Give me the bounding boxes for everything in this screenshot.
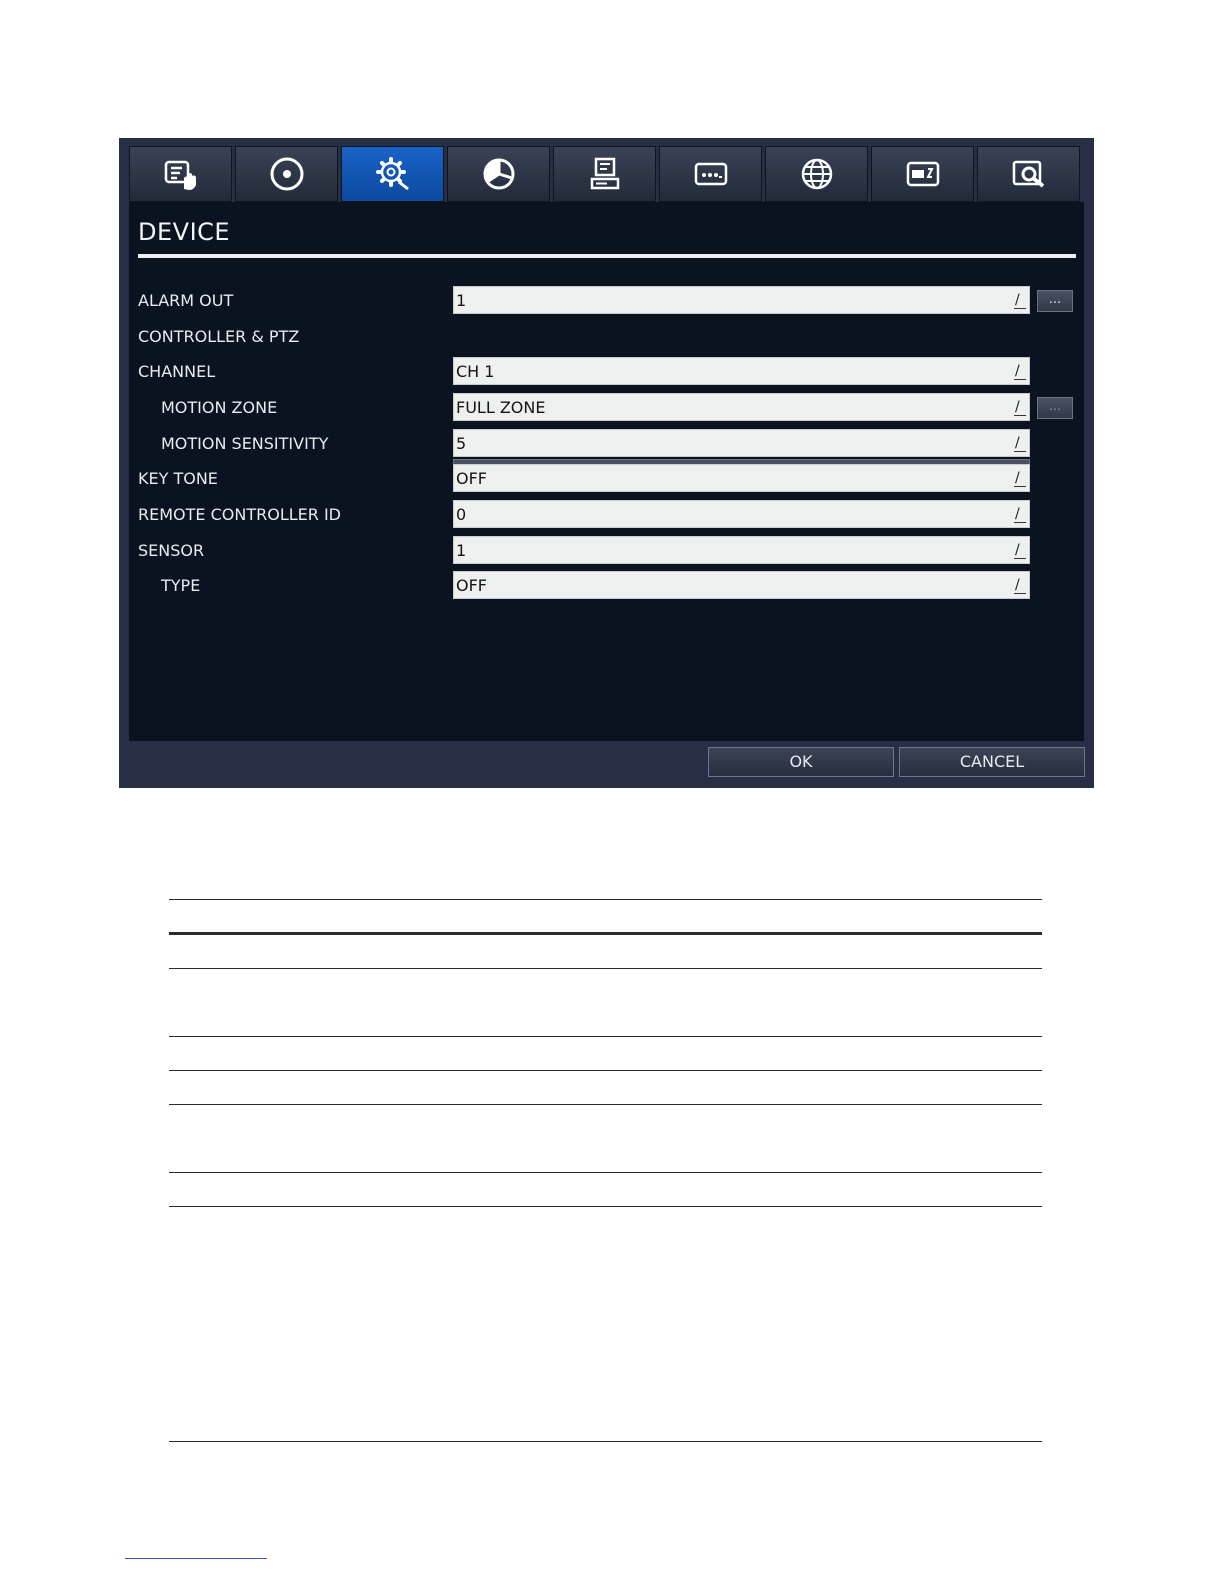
remote-controller-id-label: REMOTE CONTROLLER ID — [138, 505, 341, 524]
type-label: TYPE — [161, 576, 201, 595]
tab-network[interactable] — [765, 146, 868, 202]
edit-icon: / — [1015, 433, 1025, 453]
tab-computer[interactable] — [553, 146, 656, 202]
tab-password[interactable] — [659, 146, 762, 202]
type-field[interactable] — [453, 571, 1030, 599]
sensor-label: SENSOR — [138, 541, 205, 560]
computer-icon — [587, 156, 623, 192]
record-disc-icon — [269, 156, 305, 192]
table-rule — [169, 1070, 1042, 1071]
motion-sensitivity-value: 5 — [456, 434, 467, 453]
key-tone-value: OFF — [456, 469, 487, 488]
motion-zone-label: MOTION ZONE — [161, 398, 278, 417]
tab-system[interactable] — [447, 146, 550, 202]
settings-panel — [129, 202, 1084, 741]
sensor-value: 1 — [456, 541, 467, 560]
tab-search[interactable] — [977, 146, 1080, 202]
remote-controller-id-value: 0 — [456, 505, 467, 524]
pie-chart-icon — [481, 156, 517, 192]
motion-sensitivity-field[interactable] — [453, 429, 1030, 457]
motion-zone-more-button[interactable]: ... — [1037, 397, 1073, 419]
alarm-out-field[interactable] — [453, 286, 1030, 314]
edit-icon: / — [1015, 468, 1025, 488]
tab-display[interactable] — [129, 146, 232, 202]
table-rule — [169, 1172, 1042, 1173]
edit-icon: / — [1015, 575, 1025, 595]
table-rule — [169, 968, 1042, 969]
display-hand-icon — [163, 156, 199, 192]
alarm-out-label: ALARM OUT — [138, 291, 234, 310]
gear-icon — [375, 156, 411, 192]
motion-zone-value: FULL ZONE — [456, 398, 546, 417]
channel-label: CHANNEL — [138, 362, 216, 381]
page-title: DEVICE — [138, 218, 231, 246]
channel-value: CH 1 — [456, 362, 495, 381]
alarm-out-more-button[interactable]: ... — [1037, 290, 1073, 312]
motion-zone-field[interactable] — [453, 393, 1030, 421]
edit-icon: / — [1015, 361, 1025, 381]
controller-ptz-label: CONTROLLER & PTZ — [138, 327, 300, 346]
menu-tab-bar — [129, 146, 1084, 202]
table-rule — [169, 1104, 1042, 1105]
title-divider — [138, 254, 1076, 258]
table-rule — [169, 1441, 1042, 1442]
table-rule — [169, 1206, 1042, 1207]
search-icon — [1011, 156, 1047, 192]
motion-sensitivity-label: MOTION SENSITIVITY — [161, 434, 329, 453]
edit-icon: / — [1015, 397, 1025, 417]
table-header-rule — [169, 932, 1042, 935]
edit-icon: / — [1015, 540, 1025, 560]
sensor-field[interactable] — [453, 536, 1030, 564]
tab-device[interactable] — [341, 146, 444, 202]
cancel-button[interactable]: CANCEL — [899, 747, 1085, 777]
password-keypad-icon — [693, 156, 729, 192]
alarm-out-value: 1 — [456, 291, 467, 310]
type-value: OFF — [456, 576, 487, 595]
storage-drive-icon — [905, 156, 941, 192]
globe-icon — [799, 156, 835, 192]
device-settings-window — [119, 138, 1094, 788]
remote-controller-id-field[interactable] — [453, 500, 1030, 528]
ok-button[interactable]: OK — [708, 747, 894, 777]
table-rule — [169, 899, 1042, 900]
key-tone-label: KEY TONE — [138, 469, 218, 488]
edit-icon: / — [1015, 504, 1025, 524]
table-rule — [169, 1036, 1042, 1037]
key-tone-field[interactable] — [453, 464, 1030, 492]
channel-field[interactable] — [453, 357, 1030, 385]
tab-record[interactable] — [235, 146, 338, 202]
footnote-link-underline[interactable] — [125, 1558, 267, 1559]
edit-icon: / — [1015, 290, 1025, 310]
tab-storage[interactable] — [871, 146, 974, 202]
